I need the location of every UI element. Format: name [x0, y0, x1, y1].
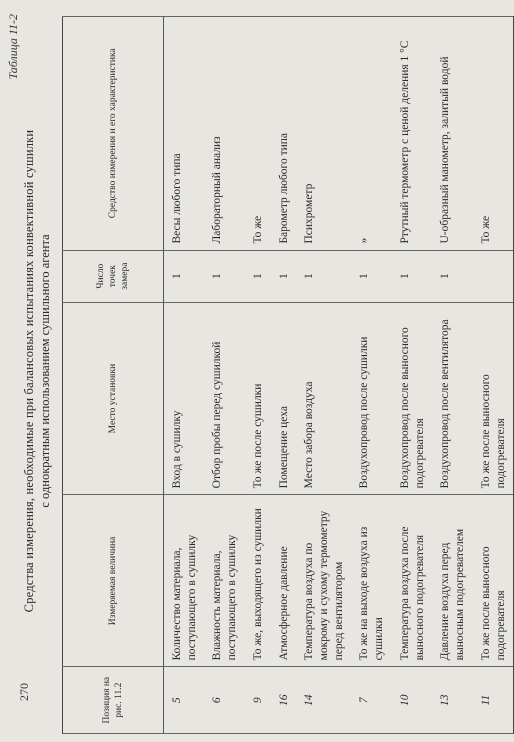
table-row [432, 17, 472, 734]
table-row [271, 17, 297, 734]
row-quantity: То же на выходе воздуха из сушилки [351, 495, 391, 667]
row-place: Помещение цеха [271, 302, 297, 495]
row-place: Место забора воздуха [296, 302, 351, 495]
table-row [351, 17, 391, 734]
row-points: 1 [164, 250, 205, 302]
row-place: Воздухопровод после вентилятора [432, 302, 472, 495]
row-quantity: Температура воздуха по мокрому и сухому термометру перед вентилятором [296, 495, 351, 667]
row-quantity: Температура воздуха после выносного подогревателя [392, 495, 432, 667]
table-row [164, 17, 205, 734]
row-position: 6 [204, 667, 244, 734]
table-row [473, 17, 514, 734]
header-place: Место установки [63, 302, 164, 495]
header-instrument: Средство измерения и его характеристика [63, 17, 164, 251]
table-row [204, 17, 244, 734]
row-quantity: Количество материала, поступающего в сушилку [164, 495, 205, 667]
table-label: Таблица 11-2 [6, 14, 20, 80]
row-position: 11 [473, 667, 514, 734]
row-place: Воздухопровод после сушилки [351, 302, 391, 495]
row-points: 1 [296, 250, 351, 302]
row-place: Вход в сушилку [164, 302, 205, 495]
row-place: Воздухопровод после выносного подогревателя [392, 302, 432, 495]
page-number: 270 [17, 683, 31, 701]
row-points: 1 [204, 250, 244, 302]
row-instrument: » [351, 17, 391, 251]
row-instrument: Психрометр [296, 17, 351, 251]
row-position: 10 [392, 667, 432, 734]
row-instrument: То же [473, 17, 514, 251]
row-points: 1 [245, 250, 271, 302]
row-points: 1 [351, 250, 391, 302]
row-instrument: Весы любого типа [164, 17, 205, 251]
header-points: Число точек замера [63, 250, 164, 302]
row-place: То же после сушилки [245, 302, 271, 495]
table-row [296, 17, 351, 734]
row-quantity: То же после выносного подогревателя [473, 495, 514, 667]
row-quantity: Влажность материала, поступающего в сушилку [204, 495, 244, 667]
measurement-table [62, 16, 514, 734]
header-position: Позиция на рис. 11.2 [63, 667, 164, 734]
row-quantity: То же, выходящего из сушилки [245, 495, 271, 667]
table-subtitle: с однократным использованием сушильного агента [38, 234, 52, 508]
row-instrument: То же [245, 17, 271, 251]
row-points: 1 [392, 250, 432, 302]
row-points: 1 [432, 250, 472, 302]
row-position: 14 [296, 667, 351, 734]
row-quantity: Атмосферное давление [271, 495, 297, 667]
row-place: Отбор пробы перед сушилкой [204, 302, 244, 495]
row-instrument: Ртутный термометр с ценой деления 1 °С [392, 17, 432, 251]
header-quantity: Измеряемая величина [63, 495, 164, 667]
row-position: 7 [351, 667, 391, 734]
row-instrument: Лабораторный анализ [204, 17, 244, 251]
row-quantity: Давление воздуха перед выносным подогревателем [432, 495, 472, 667]
table-row [245, 17, 271, 734]
row-position: 16 [271, 667, 297, 734]
row-position: 13 [432, 667, 472, 734]
row-place: То же после выносного подогревателя [473, 302, 514, 495]
row-instrument: U-образный манометр, залитый водой [432, 17, 472, 251]
row-position: 9 [245, 667, 271, 734]
row-points: 1 [271, 250, 297, 302]
row-instrument: Барометр любого типа [271, 17, 297, 251]
table-title: Средства измерения, необходимые при балансовых испытаниях конвективной сушилки [22, 129, 36, 613]
row-points [473, 250, 514, 302]
row-position: 5 [164, 667, 205, 734]
table-row [392, 17, 432, 734]
